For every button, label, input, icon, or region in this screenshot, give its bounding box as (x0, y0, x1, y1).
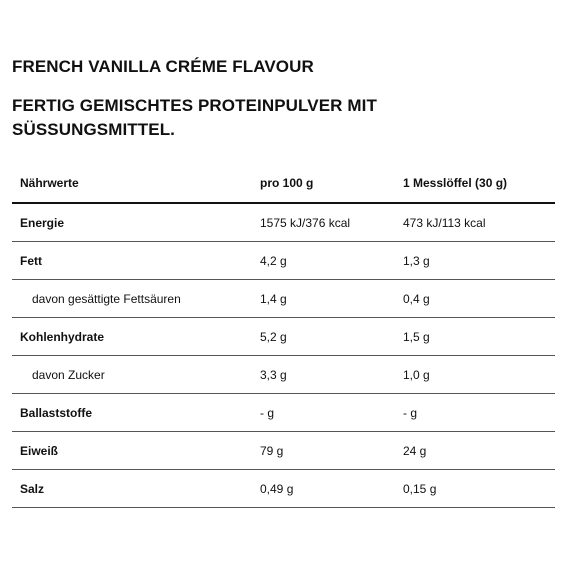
row-value-per-100g: 79 g (252, 432, 395, 470)
nutrition-panel (12, 56, 557, 508)
table-row (12, 394, 555, 432)
nutrition-table-header (12, 164, 555, 203)
row-label: Kohlenhydrate (12, 318, 252, 356)
row-value-per-scoop: 1,3 g (395, 242, 555, 280)
header-per-100g: pro 100 g (252, 164, 395, 203)
row-value-per-scoop: 473 kJ/113 kcal (395, 203, 555, 242)
table-row (12, 432, 555, 470)
row-label: davon Zucker (12, 356, 252, 394)
nutrition-table-body (12, 203, 555, 508)
row-value-per-scoop: 24 g (395, 432, 555, 470)
header-row (12, 164, 555, 203)
row-value-per-100g: 5,2 g (252, 318, 395, 356)
row-label: Fett (12, 242, 252, 280)
row-value-per-100g: 4,2 g (252, 242, 395, 280)
table-row (12, 318, 555, 356)
row-value-per-scoop: 0,4 g (395, 280, 555, 318)
nutrition-table (12, 164, 555, 508)
product-subtitle: FERTIG GEMISCHTES PROTEINPULVER MIT SÜSSUNGSMITTEL. (12, 96, 377, 139)
row-value-per-scoop: - g (395, 394, 555, 432)
row-label: Salz (12, 470, 252, 508)
row-value-per-100g: 3,3 g (252, 356, 395, 394)
row-label: Energie (12, 203, 252, 242)
table-row (12, 356, 555, 394)
header-naehrwerte: Nährwerte (12, 164, 252, 203)
table-row (12, 203, 555, 242)
row-value-per-scoop: 0,15 g (395, 470, 555, 508)
row-label: Ballaststoffe (12, 394, 252, 432)
row-value-per-100g: 0,49 g (252, 470, 395, 508)
table-row (12, 280, 555, 318)
row-value-per-scoop: 1,0 g (395, 356, 555, 394)
table-row (12, 242, 555, 280)
row-label: davon gesättigte Fettsäuren (12, 280, 252, 318)
table-row (12, 470, 555, 508)
row-value-per-100g: 1575 kJ/376 kcal (252, 203, 395, 242)
row-label: Eiweiß (12, 432, 252, 470)
header-per-scoop: 1 Messlöffel (30 g) (395, 164, 555, 203)
row-value-per-100g: - g (252, 394, 395, 432)
row-value-per-100g: 1,4 g (252, 280, 395, 318)
row-value-per-scoop: 1,5 g (395, 318, 555, 356)
flavour-heading: FRENCH VANILLA CRÉME FLAVOUR (12, 57, 314, 76)
